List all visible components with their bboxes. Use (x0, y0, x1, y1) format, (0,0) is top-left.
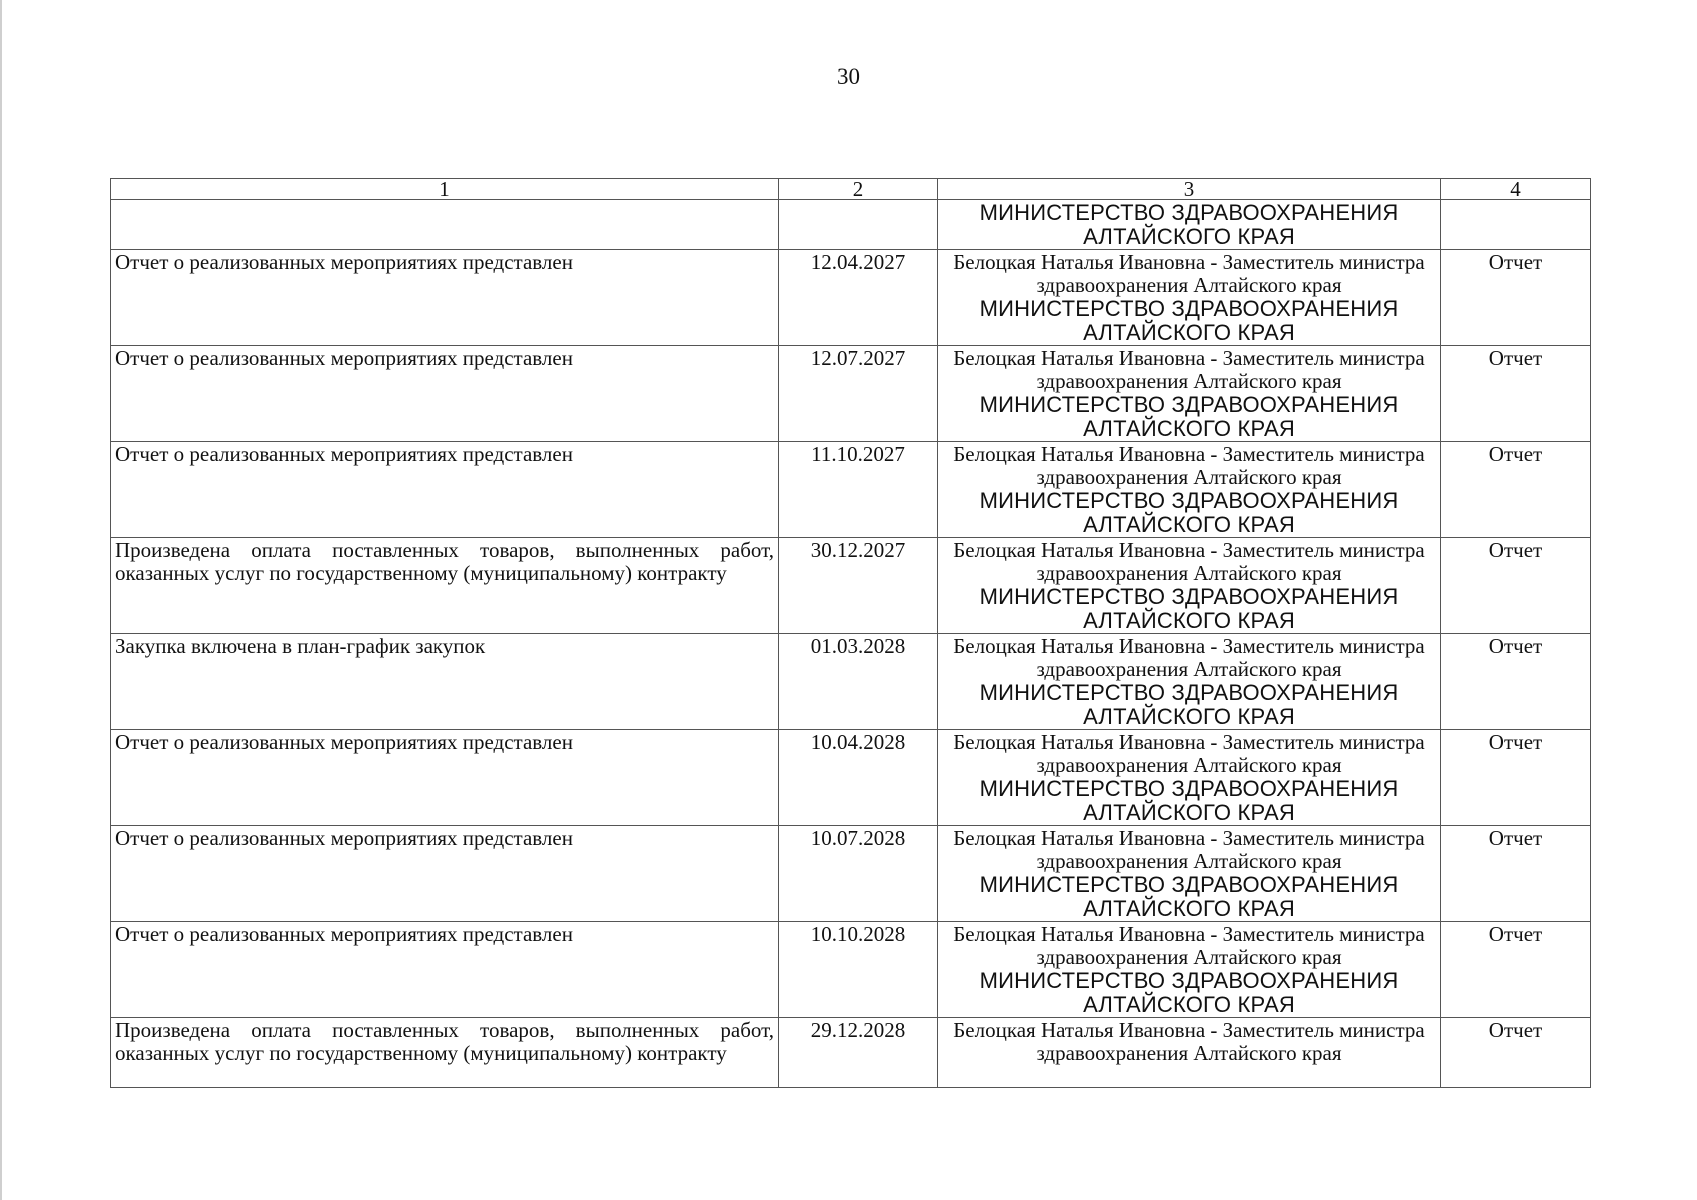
cell-description: Отчет о реализованных мероприятиях представлен (111, 826, 779, 922)
column-header-3: 3 (938, 179, 1441, 200)
table-row (111, 1018, 1591, 1088)
responsible-organization: МИНИСТЕРСТВО ЗДРАВООХРАНЕНИЯ АЛТАЙСКОГО КРАЯ (979, 584, 1399, 633)
table-row (111, 730, 1591, 826)
column-header-4: 4 (1441, 179, 1591, 200)
cell-date: 12.04.2027 (779, 250, 938, 346)
cell-description: Отчет о реализованных мероприятиях представлен (111, 250, 779, 346)
cell-date: 11.10.2027 (779, 442, 938, 538)
cell-responsible (938, 250, 1441, 346)
cell-date: 12.07.2027 (779, 346, 938, 442)
responsible-person: Белоцкая Наталья Ивановна - Заместитель министра здравоохранения Алтайского края (953, 442, 1425, 489)
column-header-1: 1 (111, 179, 779, 200)
responsible-person: Белоцкая Наталья Ивановна - Заместитель министра здравоохранения Алтайского края (953, 250, 1425, 297)
responsible-organization: МИНИСТЕРСТВО ЗДРАВООХРАНЕНИЯ АЛТАЙСКОГО КРАЯ (979, 776, 1399, 825)
responsible-organization: МИНИСТЕРСТВО ЗДРАВООХРАНЕНИЯ АЛТАЙСКОГО КРАЯ (979, 296, 1399, 345)
cell-description: Отчет о реализованных мероприятиях представлен (111, 922, 779, 1018)
responsible-person: Белоцкая Наталья Ивановна - Заместитель министра здравоохранения Алтайского края (953, 826, 1425, 873)
responsible-organization: МИНИСТЕРСТВО ЗДРАВООХРАНЕНИЯ АЛТАЙСКОГО КРАЯ (979, 872, 1399, 921)
responsible-organization: МИНИСТЕРСТВО ЗДРАВООХРАНЕНИЯ АЛТАЙСКОГО КРАЯ (979, 392, 1399, 441)
responsible-organization: МИНИСТЕРСТВО ЗДРАВООХРАНЕНИЯ АЛТАЙСКОГО КРАЯ (979, 968, 1399, 1017)
responsible-person: Белоцкая Наталья Ивановна - Заместитель министра здравоохранения Алтайского края (953, 730, 1425, 777)
responsible-person: Белоцкая Наталья Ивановна - Заместитель министра здравоохранения Алтайского края (953, 346, 1425, 393)
cell-document-type: Отчет (1441, 826, 1591, 922)
cell-date: 01.03.2028 (779, 634, 938, 730)
table-row (111, 250, 1591, 346)
page-number: 30 (837, 64, 860, 89)
cell-document-type: Отчет (1441, 922, 1591, 1018)
cell-responsible (938, 922, 1441, 1018)
cell-date: 30.12.2027 (779, 538, 938, 634)
cell-responsible (938, 826, 1441, 922)
responsible-person: Белоцкая Наталья Ивановна - Заместитель министра здравоохранения Алтайского края (953, 922, 1425, 969)
table-row (111, 634, 1591, 730)
cell-description: Отчет о реализованных мероприятиях представлен (111, 442, 779, 538)
cell-responsible (938, 200, 1441, 250)
responsible-organization: МИНИСТЕРСТВО ЗДРАВООХРАНЕНИЯ АЛТАЙСКОГО КРАЯ (979, 680, 1399, 729)
cell-responsible (938, 442, 1441, 538)
table-row (111, 442, 1591, 538)
cell-document-type: Отчет (1441, 346, 1591, 442)
cell-description: Закупка включена в план-график закупок (111, 634, 779, 730)
table-row (111, 922, 1591, 1018)
cell-date: 10.07.2028 (779, 826, 938, 922)
cell-document-type: Отчет (1441, 538, 1591, 634)
cell-responsible (938, 538, 1441, 634)
cell-responsible (938, 346, 1441, 442)
cell-date (779, 200, 938, 250)
cell-description: Отчет о реализованных мероприятиях представлен (111, 346, 779, 442)
cell-date: 10.04.2028 (779, 730, 938, 826)
cell-description: Отчет о реализованных мероприятиях представлен (111, 730, 779, 826)
cell-description: Произведена оплата поставленных товаров, выполненных работ, оказанных услуг по государственному (муниципальному) контракту (111, 538, 779, 634)
cell-description: Произведена оплата поставленных товаров, выполненных работ, оказанных услуг по государственному (муниципальному) контракту (111, 1018, 779, 1088)
cell-document-type: Отчет (1441, 730, 1591, 826)
table-row (111, 826, 1591, 922)
cell-document-type: Отчет (1441, 442, 1591, 538)
responsible-organization: МИНИСТЕРСТВО ЗДРАВООХРАНЕНИЯ АЛТАЙСКОГО КРАЯ (979, 200, 1399, 249)
table-row (111, 200, 1591, 250)
responsible-person: Белоцкая Наталья Ивановна - Заместитель министра здравоохранения Алтайского края (953, 538, 1425, 585)
cell-description (111, 200, 779, 250)
cell-document-type: Отчет (1441, 250, 1591, 346)
responsible-person: Белоцкая Наталья Ивановна - Заместитель министра здравоохранения Алтайского края (953, 634, 1425, 681)
cell-responsible (938, 1018, 1441, 1088)
table-header-row (111, 179, 1591, 200)
control-points-table (110, 178, 1591, 1088)
cell-document-type: Отчет (1441, 1018, 1591, 1088)
cell-document-type: Отчет (1441, 634, 1591, 730)
page-edge (0, 0, 2, 1200)
cell-date: 29.12.2028 (779, 1018, 938, 1088)
responsible-organization: МИНИСТЕРСТВО ЗДРАВООХРАНЕНИЯ АЛТАЙСКОГО КРАЯ (979, 488, 1399, 537)
cell-responsible (938, 634, 1441, 730)
cell-document-type (1441, 200, 1591, 250)
cell-date: 10.10.2028 (779, 922, 938, 1018)
cell-responsible (938, 730, 1441, 826)
table-row (111, 538, 1591, 634)
responsible-person: Белоцкая Наталья Ивановна - Заместитель министра здравоохранения Алтайского края (953, 1018, 1425, 1065)
table-row (111, 346, 1591, 442)
column-header-2: 2 (779, 179, 938, 200)
